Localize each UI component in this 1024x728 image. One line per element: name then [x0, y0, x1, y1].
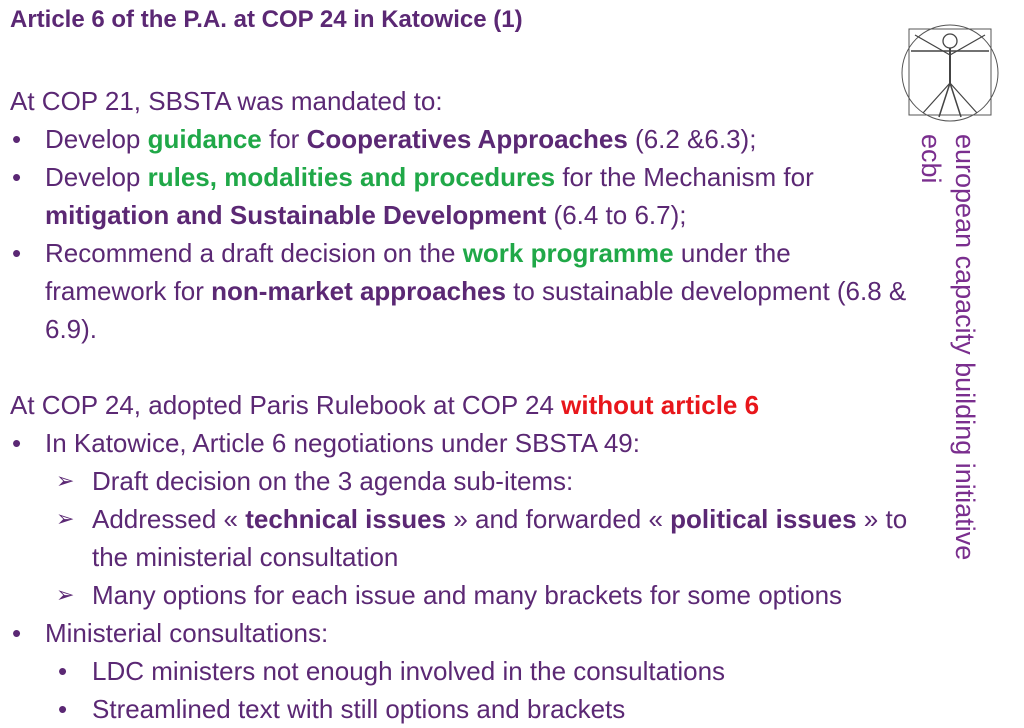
- keyword-red: without article 6: [561, 390, 760, 420]
- keyword-bold: mitigation and Sustainable Development: [45, 200, 547, 230]
- keyword-bold: political issues: [670, 504, 857, 534]
- bullet-work-programme: • Recommend a draft decision on the work programme under the framework for non-market approaches to sustainable development (6.8 & 6.9).: [10, 234, 910, 348]
- keyword-bold: technical issues: [245, 504, 447, 534]
- arrow-marker: ➢: [56, 468, 75, 493]
- bullet-ministerial: • Ministerial consultations:: [10, 614, 910, 652]
- arrow-marker: ➢: [56, 506, 75, 531]
- bullet-marker: •: [12, 428, 22, 458]
- ecbi-vertical-label: [914, 134, 982, 560]
- bullet-guidance: • Develop guidance for Cooperatives Approaches (6.2 &6.3);: [10, 120, 910, 158]
- ecbi-full-name: european capacity building initiative: [950, 134, 980, 561]
- keyword-bold: non-market approaches: [211, 276, 506, 306]
- slide-body: [10, 82, 910, 728]
- sub-draft-decision: ➢ Draft decision on the 3 agenda sub-items:: [10, 462, 910, 500]
- sub-addressed: ➢ Addressed « technical issues » and forwarded « political issues » to the ministerial consultation: [10, 500, 910, 576]
- dot-marker: •: [58, 656, 68, 686]
- dot-ldc: • LDC ministers not enough involved in the consultations: [10, 652, 910, 690]
- bullet-marker: •: [12, 238, 22, 268]
- bullet-marker: •: [12, 124, 22, 154]
- arrow-marker: ➢: [56, 582, 75, 607]
- sub-many-options: ➢ Many options for each issue and many brackets for some options: [10, 576, 910, 614]
- vitruvian-man-icon: [897, 21, 1001, 125]
- bullet-marker: •: [12, 162, 22, 192]
- bullet-marker: •: [12, 618, 22, 648]
- keyword-green: guidance: [147, 124, 262, 154]
- intro-cop24: At COP 24, adopted Paris Rulebook at COP 24 without article 6: [10, 390, 760, 420]
- spacer: [10, 348, 910, 386]
- intro-cop21: At COP 21, SBSTA was mandated to:: [10, 86, 443, 116]
- keyword-green: work programme: [462, 238, 674, 268]
- dot-streamlined: • Streamlined text with still options and brackets: [10, 690, 910, 728]
- bullet-katowice: • In Katowice, Article 6 negotiations under SBSTA 49:: [10, 424, 910, 462]
- keyword-green: rules, modalities and procedures: [147, 162, 556, 192]
- ecbi-acronym: ecbi: [916, 134, 946, 184]
- dot-marker: •: [58, 694, 68, 724]
- bullet-rules: • Develop rules, modalities and procedures for the Mechanism for mitigation and Sustainable Development (6.4 to 6.7);: [10, 158, 910, 234]
- keyword-bold: Cooperatives Approaches: [306, 124, 628, 154]
- slide-title: Article 6 of the P.A. at COP 24 in Katowice (1): [10, 6, 523, 33]
